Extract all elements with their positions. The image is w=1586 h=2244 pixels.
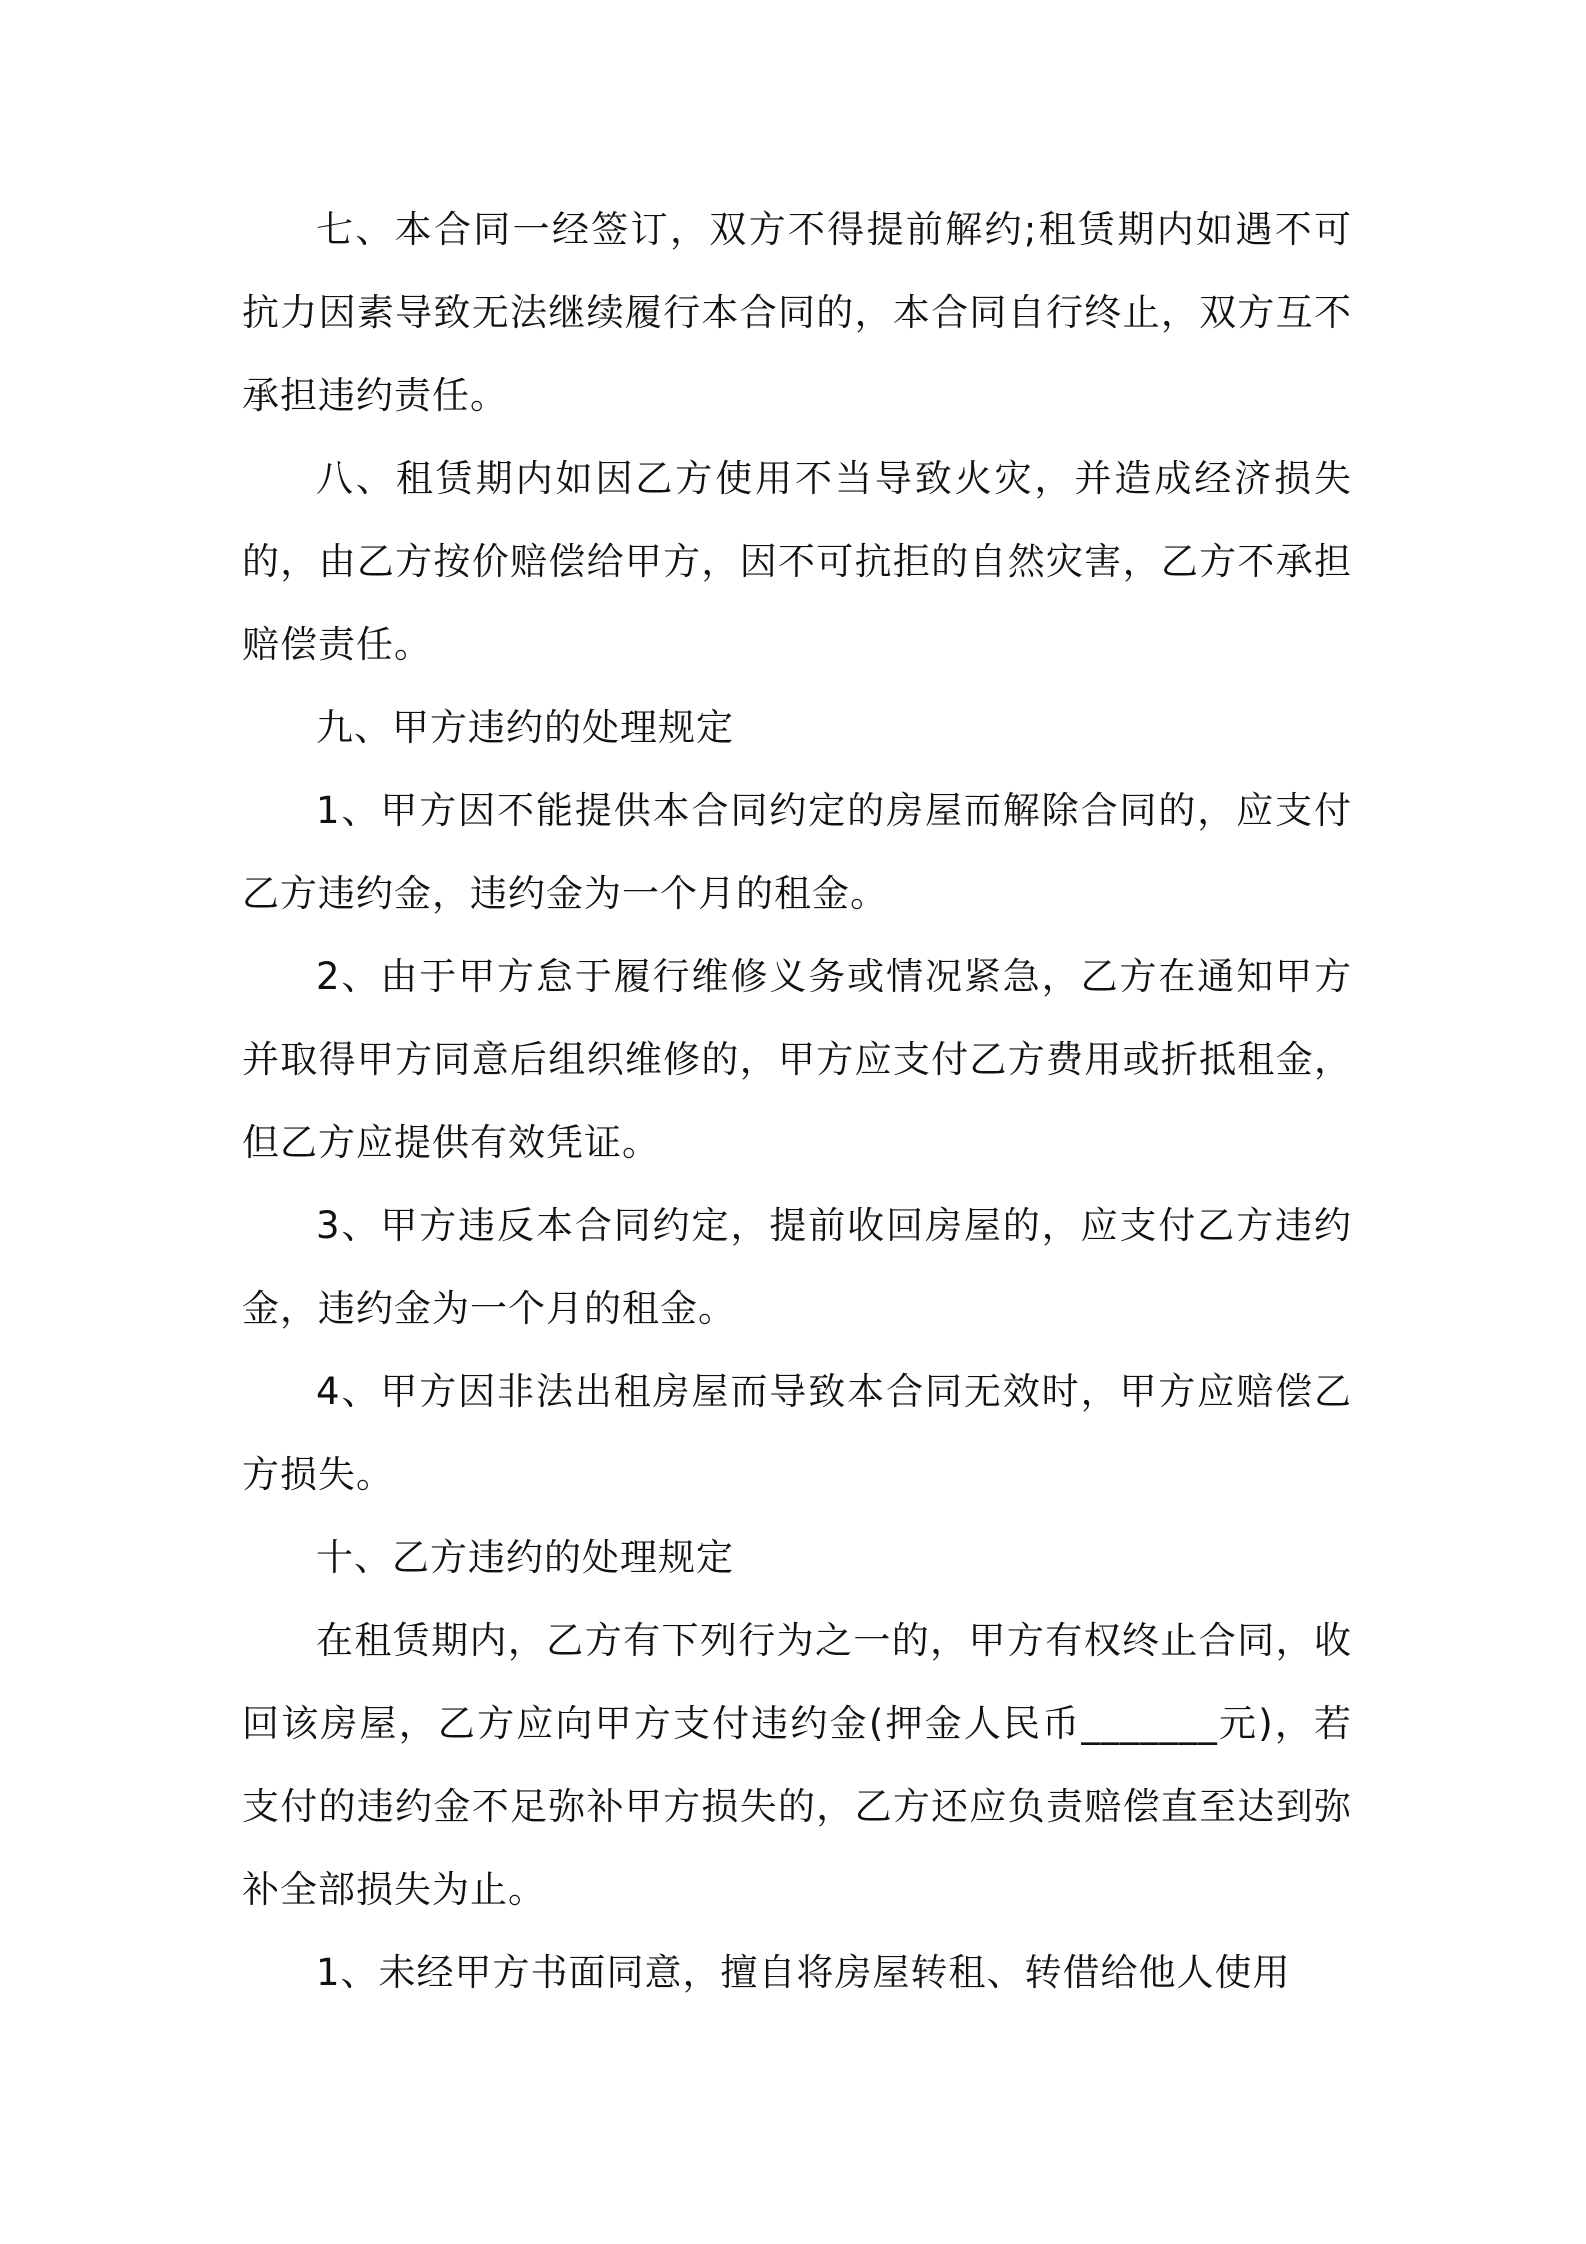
clause-nine-item-4: 4、甲方因非法出租房屋而导致本合同无效时，甲方应赔偿乙方损失。 xyxy=(242,1370,1352,1496)
clause-eight-paragraph: 八、租赁期内如因乙方使用不当导致火灾，并造成经济损失的，由乙方按价赔偿给甲方，因不可抗拒的自然灾害，乙方不承担赔偿责任。 xyxy=(242,457,1352,666)
clause-nine-item-1: 1、甲方因不能提供本合同约定的房屋而解除合同的，应支付乙方违约金，违约金为一个月的租金。 xyxy=(242,789,1352,915)
clause-nine-heading: 九、甲方违约的处理规定 xyxy=(316,706,734,749)
clause-ten-intro: 在租赁期内，乙方有下列行为之一的，甲方有权终止合同，收回该房屋，乙方应向甲方支付违约金(押金人民币_______元)，若支付的违约金不足弥补甲方损失的，乙方还应负责赔偿直至达到弥补全部损失为止。 xyxy=(242,1619,1352,1911)
clause-ten-item-1: 1、未经甲方书面同意，擅自将房屋转租、转借给他人使用 xyxy=(316,1951,1291,1994)
clause-ten-heading: 十、乙方违约的处理规定 xyxy=(316,1536,734,1579)
clause-seven-paragraph: 七、本合同一经签订，双方不得提前解约;租赁期内如遇不可抗力因素导致无法继续履行本合同的，本合同自行终止，双方互不承担违约责任。 xyxy=(242,208,1352,417)
clause-nine-item-3: 3、甲方违反本合同约定，提前收回房屋的，应支付乙方违约金，违约金为一个月的租金。 xyxy=(242,1204,1352,1330)
document-page xyxy=(242,188,1352,2014)
clause-nine-item-2: 2、由于甲方怠于履行维修义务或情况紧急，乙方在通知甲方并取得甲方同意后组织维修的，甲方应支付乙方费用或折抵租金，但乙方应提供有效凭证。 xyxy=(242,955,1352,1164)
